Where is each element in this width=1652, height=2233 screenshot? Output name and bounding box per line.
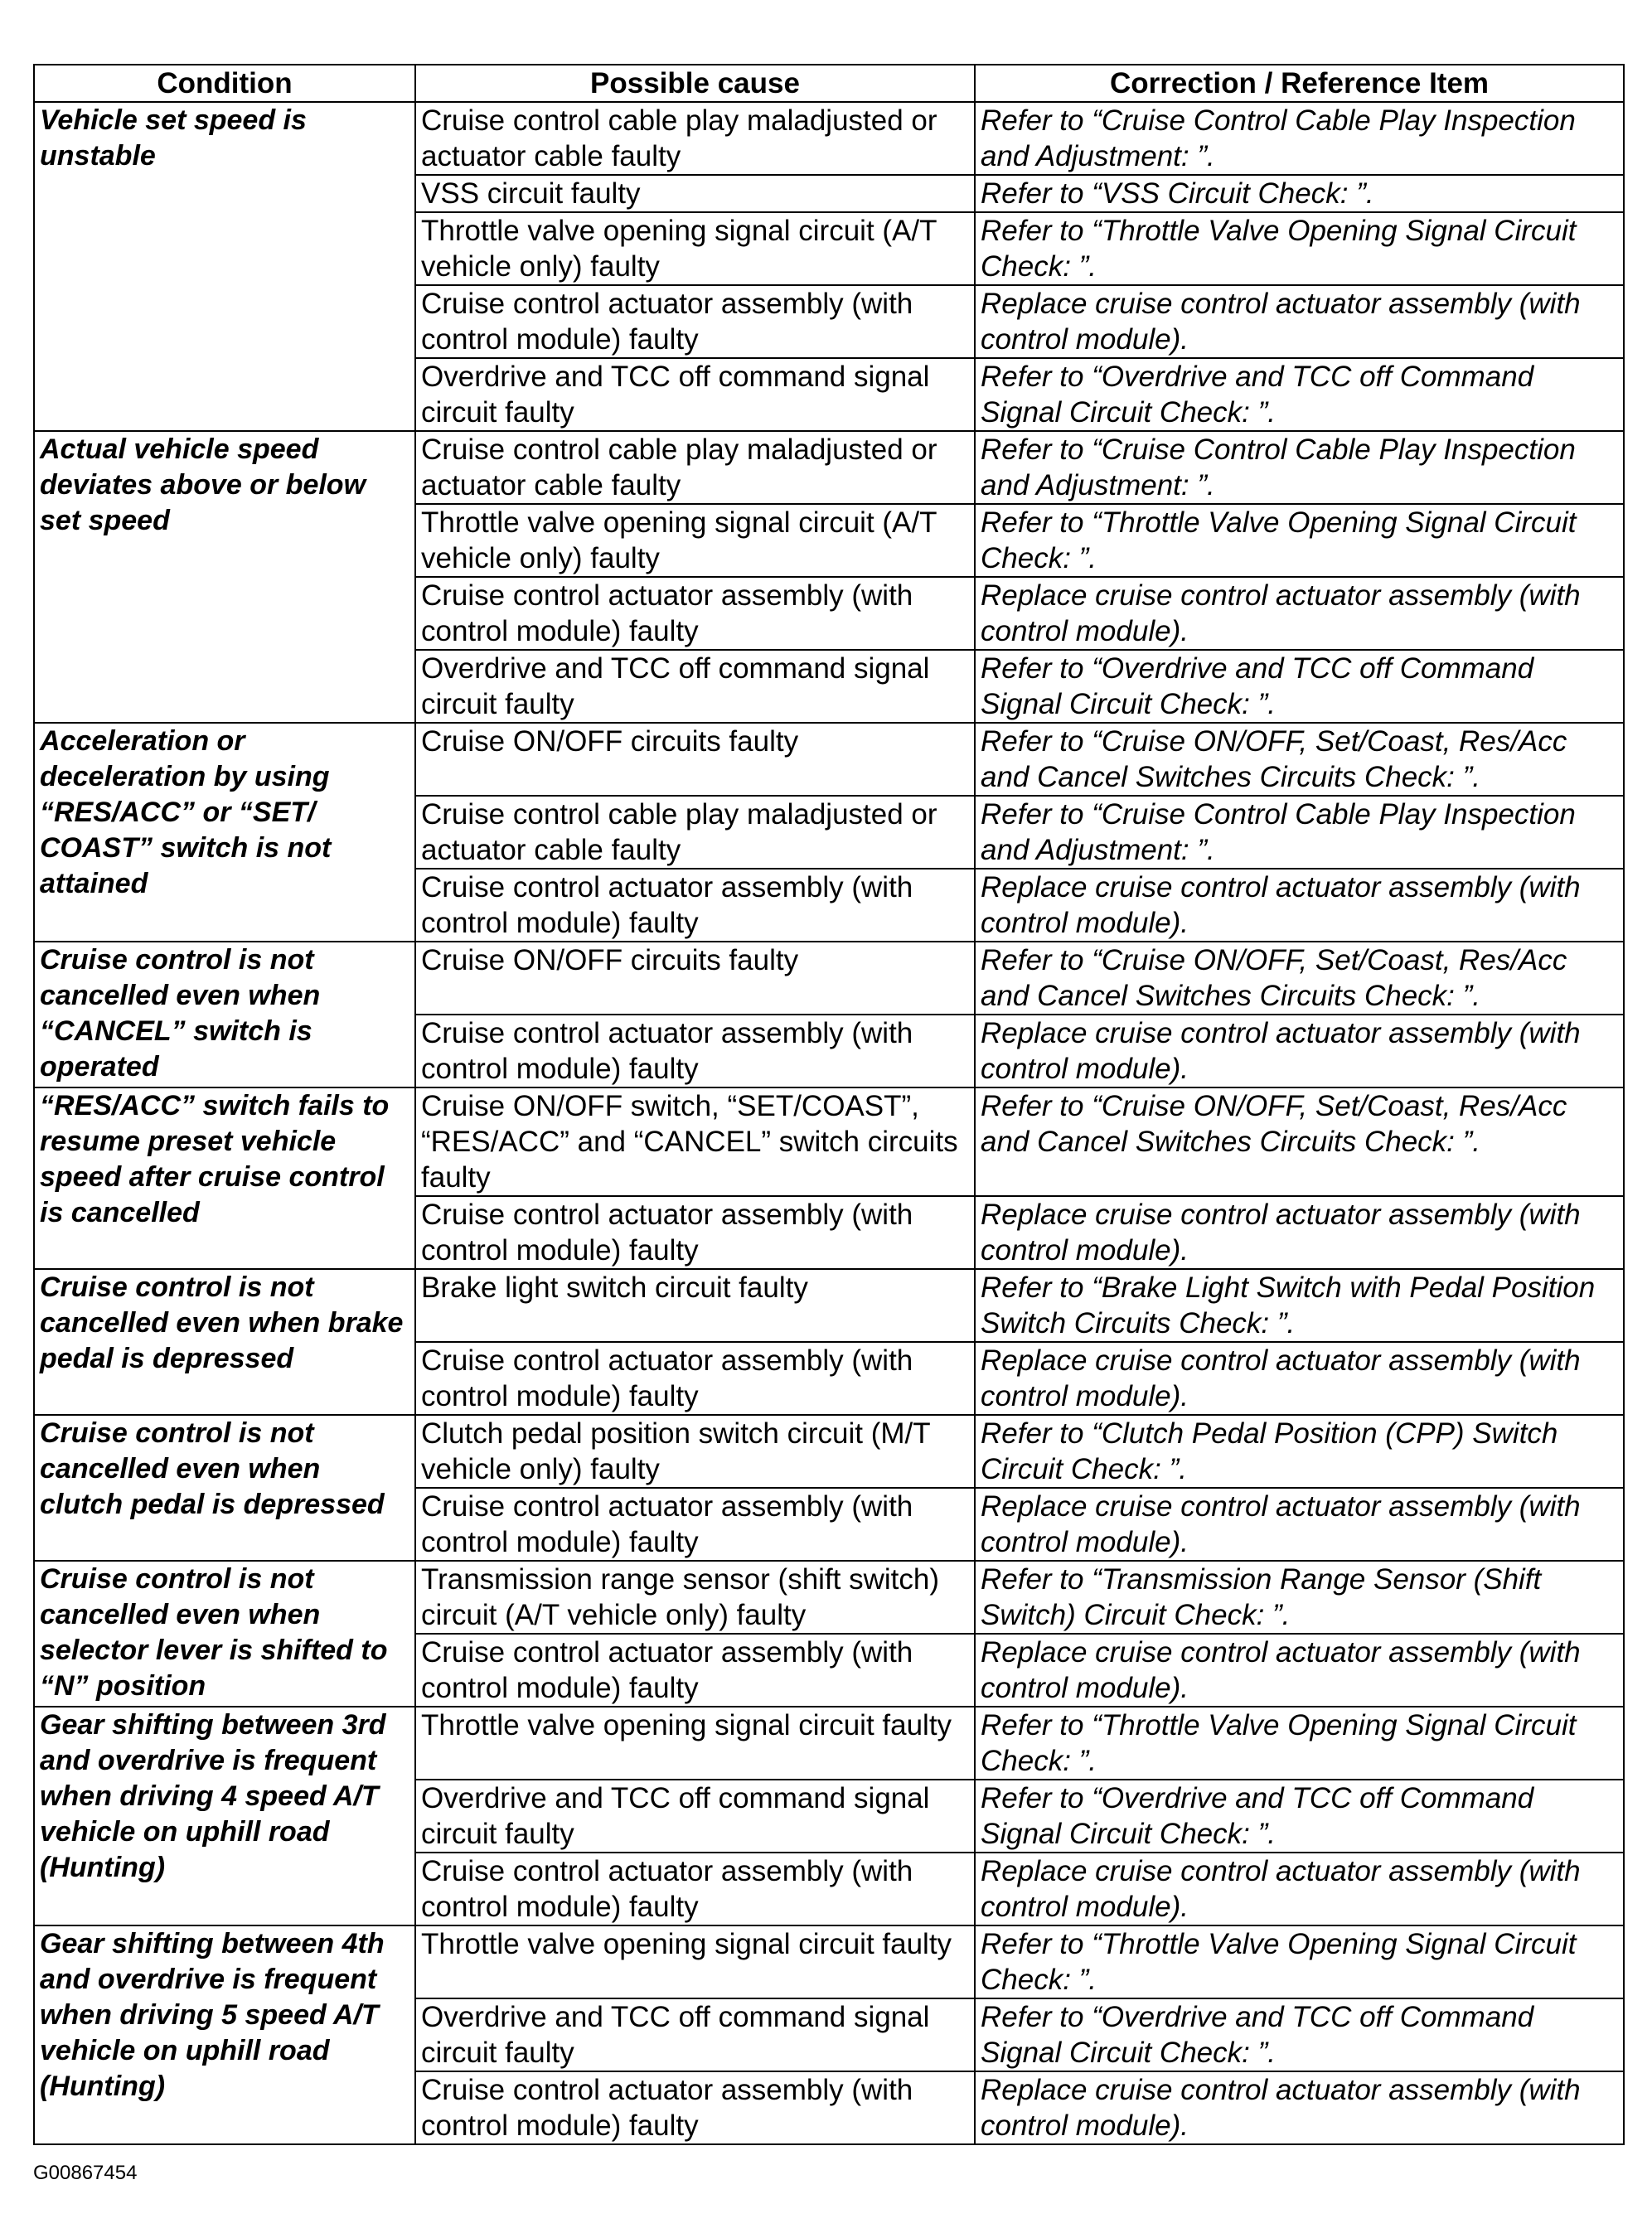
possible-cause-cell: Cruise control actuator assembly (with control module) faulty — [415, 1488, 975, 1561]
correction-cell: Replace cruise control actuator assembly (with control module). — [975, 1015, 1624, 1087]
correction-cell: Refer to “Cruise ON/OFF, Set/Coast, Res/Acc and Cancel Switches Circuits Check: ”. — [975, 1087, 1624, 1196]
header-possible-cause: Possible cause — [415, 65, 975, 102]
correction-cell: Replace cruise control actuator assembly (with control module). — [975, 1853, 1624, 1925]
table-body — [34, 102, 1624, 2144]
possible-cause-cell: Cruise ON/OFF circuits faulty — [415, 723, 975, 796]
troubleshooting-document — [33, 64, 1623, 2145]
table-row — [34, 723, 1624, 796]
possible-cause-cell: Overdrive and TCC off command signal circuit faulty — [415, 650, 975, 723]
correction-cell: Refer to “Overdrive and TCC off Command Signal Circuit Check: ”. — [975, 1998, 1624, 2071]
troubleshooting-table — [33, 64, 1625, 2145]
possible-cause-cell: Clutch pedal position switch circuit (M/T vehicle only) faulty — [415, 1415, 975, 1488]
condition-cell: Gear shifting between 3rd and overdrive is frequent when driving 4 speed A/T vehicle on uphill road (Hunting) — [34, 1707, 415, 1925]
correction-cell: Refer to “Throttle Valve Opening Signal Circuit Check: ”. — [975, 212, 1624, 285]
correction-cell: Replace cruise control actuator assembly (with control module). — [975, 577, 1624, 650]
possible-cause-cell: Cruise control actuator assembly (with control module) faulty — [415, 1853, 975, 1925]
table-row — [34, 1415, 1624, 1488]
correction-cell: Refer to “Clutch Pedal Position (CPP) Switch Circuit Check: ”. — [975, 1415, 1624, 1488]
possible-cause-cell: Cruise control actuator assembly (with control module) faulty — [415, 869, 975, 942]
condition-cell: Vehicle set speed is unstable — [34, 102, 415, 431]
condition-cell: Acceleration or deceleration by using “RES/ACC” or “SET/ COAST” switch is not attained — [34, 723, 415, 942]
table-row — [34, 1087, 1624, 1196]
possible-cause-cell: Cruise control actuator assembly (with control module) faulty — [415, 1196, 975, 1269]
table-row — [34, 1561, 1624, 1634]
condition-cell: Cruise control is not cancelled even when clutch pedal is depressed — [34, 1415, 415, 1561]
possible-cause-cell: Overdrive and TCC off command signal circuit faulty — [415, 1998, 975, 2071]
correction-cell: Refer to “Brake Light Switch with Pedal Position Switch Circuits Check: ”. — [975, 1269, 1624, 1342]
correction-cell: Replace cruise control actuator assembly (with control module). — [975, 869, 1624, 942]
correction-cell: Refer to “Throttle Valve Opening Signal Circuit Check: ”. — [975, 1707, 1624, 1780]
condition-cell: “RES/ACC” switch fails to resume preset vehicle speed after cruise control is cancelled — [34, 1087, 415, 1269]
possible-cause-cell: Transmission range sensor (shift switch) circuit (A/T vehicle only) faulty — [415, 1561, 975, 1634]
correction-cell: Refer to “Cruise Control Cable Play Inspection and Adjustment: ”. — [975, 102, 1624, 175]
header-correction: Correction / Reference Item — [975, 65, 1624, 102]
possible-cause-cell: Throttle valve opening signal circuit (A/T vehicle only) faulty — [415, 212, 975, 285]
table-row — [34, 942, 1624, 1015]
table-row — [34, 1925, 1624, 1998]
table-row — [34, 1269, 1624, 1342]
correction-cell: Refer to “Throttle Valve Opening Signal Circuit Check: ”. — [975, 1925, 1624, 1998]
possible-cause-cell: Overdrive and TCC off command signal circuit faulty — [415, 1780, 975, 1853]
correction-cell: Refer to “Overdrive and TCC off Command Signal Circuit Check: ”. — [975, 650, 1624, 723]
header-condition: Condition — [34, 65, 415, 102]
possible-cause-cell: Cruise control actuator assembly (with control module) faulty — [415, 2071, 975, 2144]
correction-cell: Replace cruise control actuator assembly (with control module). — [975, 285, 1624, 358]
table-header-row — [34, 65, 1624, 102]
possible-cause-cell: Overdrive and TCC off command signal circuit faulty — [415, 358, 975, 431]
correction-cell: Refer to “Cruise ON/OFF, Set/Coast, Res/Acc and Cancel Switches Circuits Check: ”. — [975, 723, 1624, 796]
possible-cause-cell: Cruise control actuator assembly (with control module) faulty — [415, 1015, 975, 1087]
possible-cause-cell: Brake light switch circuit faulty — [415, 1269, 975, 1342]
table-row — [34, 102, 1624, 175]
condition-cell: Cruise control is not cancelled even when selector lever is shifted to “N” position — [34, 1561, 415, 1707]
correction-cell: Refer to “Cruise Control Cable Play Inspection and Adjustment: ”. — [975, 431, 1624, 504]
table-row — [34, 431, 1624, 504]
possible-cause-cell: Throttle valve opening signal circuit (A/T vehicle only) faulty — [415, 504, 975, 577]
possible-cause-cell: Cruise control cable play maladjusted or actuator cable faulty — [415, 431, 975, 504]
correction-cell: Refer to “Throttle Valve Opening Signal Circuit Check: ”. — [975, 504, 1624, 577]
possible-cause-cell: Cruise control actuator assembly (with control module) faulty — [415, 1342, 975, 1415]
possible-cause-cell: Cruise ON/OFF switch, “SET/COAST”, “RES/ACC” and “CANCEL” switch circuits faulty — [415, 1087, 975, 1196]
correction-cell: Refer to “Overdrive and TCC off Command Signal Circuit Check: ”. — [975, 358, 1624, 431]
condition-cell: Gear shifting between 4th and overdrive is frequent when driving 5 speed A/T vehicle on uphill road (Hunting) — [34, 1925, 415, 2144]
figure-id: G00867454 — [33, 2162, 138, 2184]
possible-cause-cell: Throttle valve opening signal circuit faulty — [415, 1925, 975, 1998]
condition-cell: Cruise control is not cancelled even when “CANCEL” switch is operated — [34, 942, 415, 1087]
condition-cell: Cruise control is not cancelled even when brake pedal is depressed — [34, 1269, 415, 1415]
possible-cause-cell: Throttle valve opening signal circuit faulty — [415, 1707, 975, 1780]
correction-cell: Replace cruise control actuator assembly (with control module). — [975, 1488, 1624, 1561]
possible-cause-cell: Cruise control cable play maladjusted or actuator cable faulty — [415, 796, 975, 869]
possible-cause-cell: Cruise control actuator assembly (with control module) faulty — [415, 1634, 975, 1707]
correction-cell: Refer to “Overdrive and TCC off Command Signal Circuit Check: ”. — [975, 1780, 1624, 1853]
condition-cell: Actual vehicle speed deviates above or below set speed — [34, 431, 415, 723]
correction-cell: Refer to “Cruise ON/OFF, Set/Coast, Res/Acc and Cancel Switches Circuits Check: ”. — [975, 942, 1624, 1015]
correction-cell: Replace cruise control actuator assembly (with control module). — [975, 1342, 1624, 1415]
possible-cause-cell: Cruise control actuator assembly (with control module) faulty — [415, 285, 975, 358]
possible-cause-cell: Cruise control cable play maladjusted or actuator cable faulty — [415, 102, 975, 175]
correction-cell: Refer to “Transmission Range Sensor (Shift Switch) Circuit Check: ”. — [975, 1561, 1624, 1634]
possible-cause-cell: VSS circuit faulty — [415, 175, 975, 212]
correction-cell: Replace cruise control actuator assembly (with control module). — [975, 1634, 1624, 1707]
table-row — [34, 1707, 1624, 1780]
correction-cell: Refer to “Cruise Control Cable Play Inspection and Adjustment: ”. — [975, 796, 1624, 869]
possible-cause-cell: Cruise control actuator assembly (with control module) faulty — [415, 577, 975, 650]
correction-cell: Replace cruise control actuator assembly (with control module). — [975, 2071, 1624, 2144]
possible-cause-cell: Cruise ON/OFF circuits faulty — [415, 942, 975, 1015]
correction-cell: Refer to “VSS Circuit Check: ”. — [975, 175, 1624, 212]
correction-cell: Replace cruise control actuator assembly (with control module). — [975, 1196, 1624, 1269]
